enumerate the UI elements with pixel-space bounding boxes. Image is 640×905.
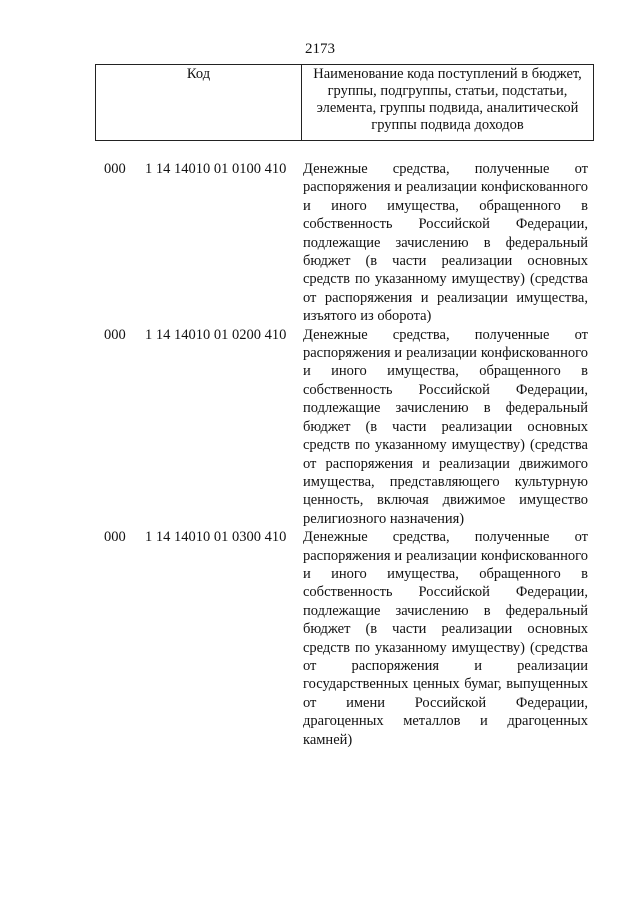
row-admin-code: 000	[104, 161, 126, 177]
table-row	[0, 160, 640, 326]
row-description: Денежные средства, полученные от распоряжения и реализации конфискованного и иного имущества, обращенного в собственность Российской Федерации, подлежащие зачислению в федеральный бюджет (в части реализации основных средств по указанному имуществу) (средства от распоряжения и реализации имущества, изъятого из оборота)	[303, 161, 588, 325]
page-number: 2173	[305, 41, 335, 57]
row-admin-code: 000	[104, 326, 126, 343]
row-description: Денежные средства, полученные от распоряжения и реализации конфискованного и иного имущества, обращенного в собственность Российской Федерации, подлежащие зачислению в федеральный бюджет (в части реализации основных средств по указанному имуществу) (средства от распоряжения и реализации движимого имущества, представляющего культурную ценность, включая движимое имущество религиозного назначения)	[303, 326, 588, 527]
row-income-code: 1 14 14010 01 0100 410	[145, 161, 287, 177]
header-code-cell: Код	[96, 65, 302, 140]
row-admin-code: 000	[104, 529, 126, 546]
table-row	[0, 326, 640, 528]
table-body	[0, 160, 640, 749]
table-header	[95, 64, 594, 141]
row-description: Денежные средства, полученные от распоряжения и реализации конфискованного и иного имущества, обращенного в собственность Российской Федерации, подлежащие зачислению в федеральный бюджет (в части реализации основных средств по указанному имуществу) (средства от распоряжения и реализации государственных ценных бумаг, выпущенных от имени Российской Федерации, драгоценных металлов и драгоценных камней)	[303, 529, 588, 748]
header-name-cell: Наименование кода поступлений в бюджет, группы, подгруппы, статьи, подстатьи, элемента, группы подвида, аналитической группы подвида доходов	[313, 66, 582, 133]
row-income-code: 1 14 14010 01 0300 410	[145, 529, 287, 546]
row-income-code: 1 14 14010 01 0200 410	[145, 326, 287, 343]
table-row	[0, 528, 640, 749]
